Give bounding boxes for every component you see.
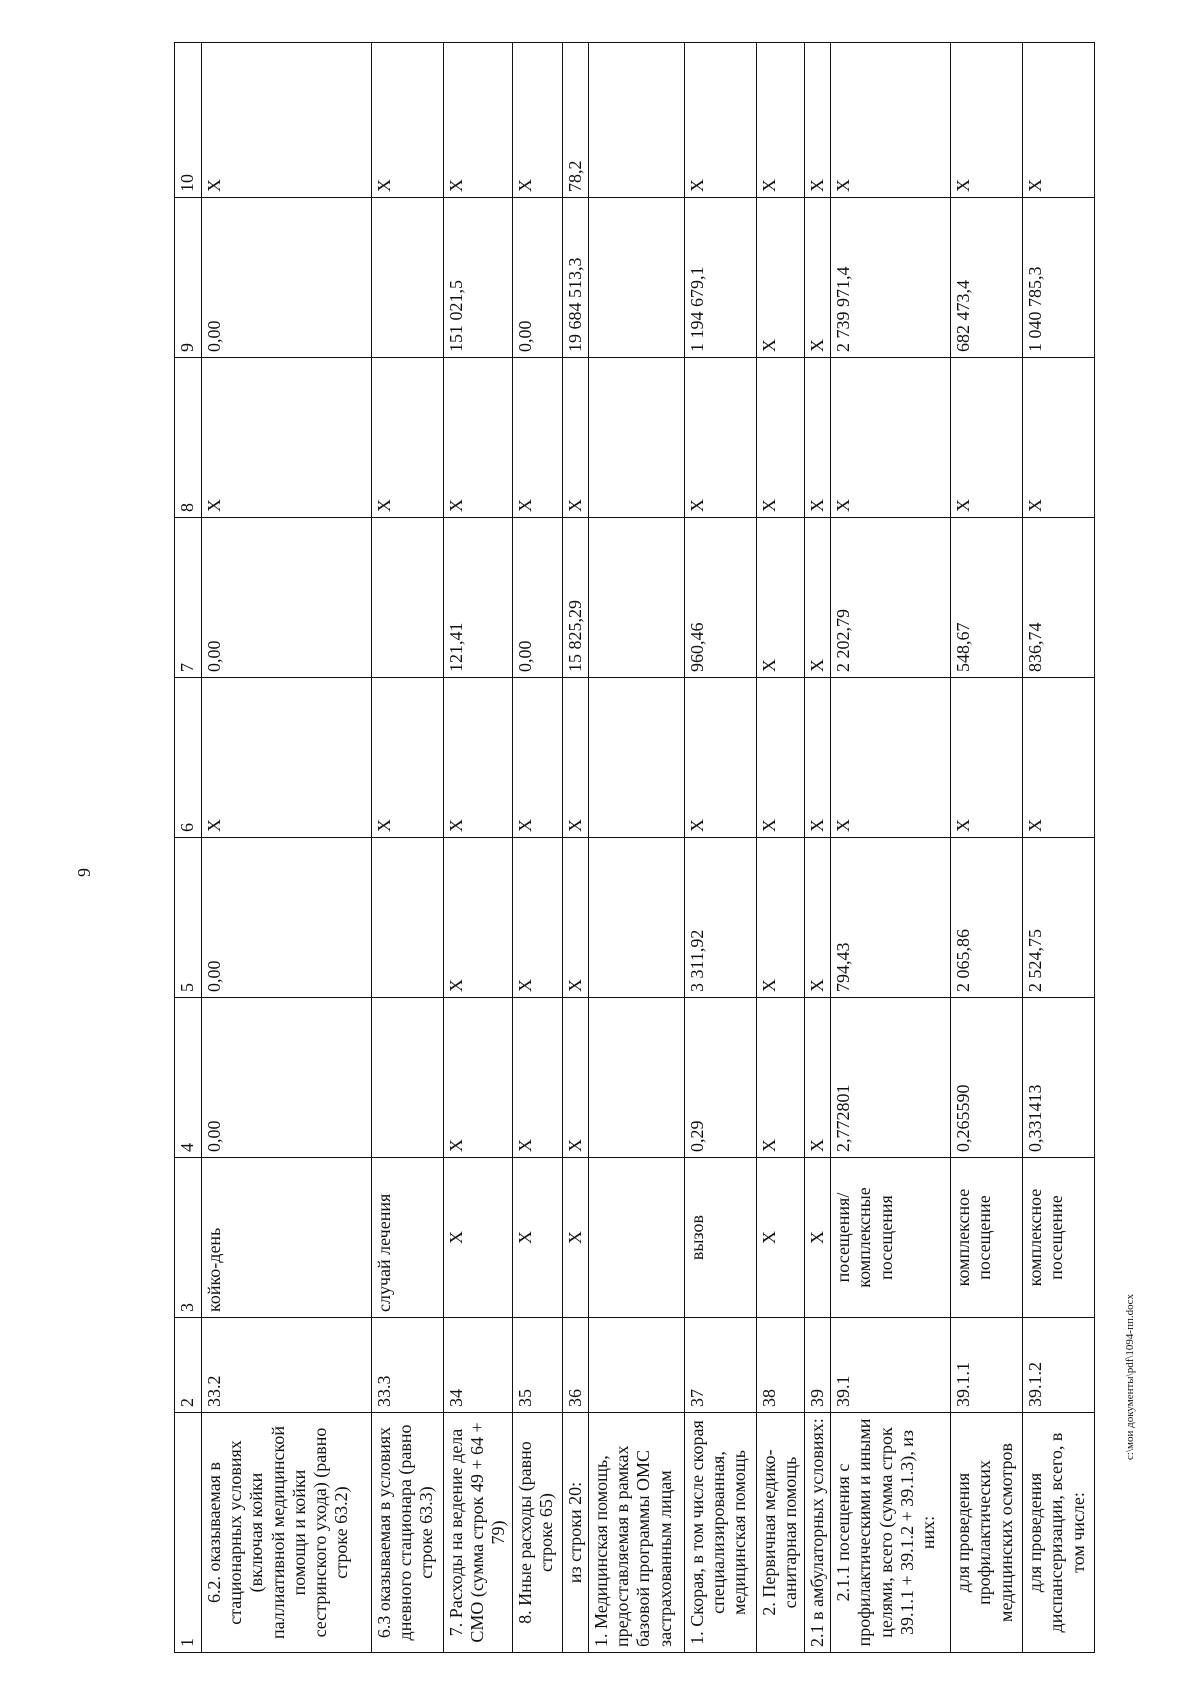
cell-col7 xyxy=(588,518,684,678)
cell-col4: X xyxy=(804,998,830,1158)
cell-col9 xyxy=(588,198,684,358)
row-code: 39 xyxy=(804,1318,830,1413)
cell-col4: 0,00 xyxy=(202,998,372,1158)
page-number: 9 xyxy=(74,868,94,877)
row-unit: X xyxy=(512,1158,562,1318)
table-row xyxy=(512,43,562,1653)
cell-col8: X xyxy=(831,358,951,518)
cell-col10: X xyxy=(684,43,756,198)
data-table xyxy=(174,42,1095,1653)
cell-col4: 0,29 xyxy=(684,998,756,1158)
cell-col9: 19 684 513,3 xyxy=(562,198,588,358)
row-unit xyxy=(588,1158,684,1318)
cell-col5: 2 065,86 xyxy=(951,838,1023,998)
table-row xyxy=(951,43,1023,1653)
cell-col9: X xyxy=(756,198,804,358)
cell-col10: 78,2 xyxy=(562,43,588,198)
cell-col9: 0,00 xyxy=(512,198,562,358)
table-row xyxy=(804,43,830,1653)
cell-col8: X xyxy=(1023,358,1095,518)
cell-col10: X xyxy=(202,43,372,198)
row-unit: случай лечения xyxy=(372,1158,444,1318)
cell-col4: X xyxy=(756,998,804,1158)
cell-col9 xyxy=(372,198,444,358)
cell-col7: 0,00 xyxy=(512,518,562,678)
header-cell-5: 5 xyxy=(175,838,202,998)
row-label: 2.1.1 посещения с профилактическими и иными целями, всего (сумма строк 39.1.1 + 39.1.2 + 39.1.3), из них: xyxy=(831,1413,951,1653)
table-row xyxy=(444,43,513,1653)
table-row xyxy=(756,43,804,1653)
cell-col6: X xyxy=(562,678,588,838)
cell-col6: X xyxy=(372,678,444,838)
row-label: для проведения профилактических медицинских осмотров xyxy=(951,1413,1023,1653)
cell-col7: 0,00 xyxy=(202,518,372,678)
cell-col9: 151 021,5 xyxy=(444,198,513,358)
table-row xyxy=(562,43,588,1653)
cell-col8 xyxy=(588,358,684,518)
row-code: 36 xyxy=(562,1318,588,1413)
cell-col5: X xyxy=(804,838,830,998)
header-cell-10: 10 xyxy=(175,43,202,198)
header-cell-8: 8 xyxy=(175,358,202,518)
row-label: 7. Расходы на ведение дела СМО (сумма строк 49 + 64 + 79) xyxy=(444,1413,513,1653)
cell-col4: 0,265590 xyxy=(951,998,1023,1158)
cell-col5 xyxy=(372,838,444,998)
row-unit: посещения/ комплексные посещения xyxy=(831,1158,951,1318)
row-label: из строки 20: xyxy=(562,1413,588,1653)
cell-col9: 1 040 785,3 xyxy=(1023,198,1095,358)
cell-col9: 2 739 971,4 xyxy=(831,198,951,358)
cell-col6: X xyxy=(951,678,1023,838)
row-code: 33.2 xyxy=(202,1318,372,1413)
cell-col8: X xyxy=(756,358,804,518)
cell-col6: X xyxy=(1023,678,1095,838)
cell-col8: X xyxy=(804,358,830,518)
row-label: для проведения диспансеризации, всего, в том числе: xyxy=(1023,1413,1095,1653)
cell-col5: X xyxy=(444,838,513,998)
cell-col10 xyxy=(588,43,684,198)
cell-col10: X xyxy=(512,43,562,198)
header-row xyxy=(175,43,202,1653)
cell-col6: X xyxy=(444,678,513,838)
table-row xyxy=(831,43,951,1653)
row-code: 39.1 xyxy=(831,1318,951,1413)
row-code: 39.1.1 xyxy=(951,1318,1023,1413)
header-cell-4: 4 xyxy=(175,998,202,1158)
row-code: 39.1.2 xyxy=(1023,1318,1095,1413)
row-code: 37 xyxy=(684,1318,756,1413)
cell-col10: X xyxy=(444,43,513,198)
rotated-table-wrapper xyxy=(174,43,1088,1653)
row-unit: X xyxy=(804,1158,830,1318)
cell-col7: 836,74 xyxy=(1023,518,1095,678)
cell-col5: 794,43 xyxy=(831,838,951,998)
cell-col7: 2 202,79 xyxy=(831,518,951,678)
row-unit: вызов xyxy=(684,1158,756,1318)
cell-col7: 548,67 xyxy=(951,518,1023,678)
cell-col5: X xyxy=(562,838,588,998)
header-cell-6: 6 xyxy=(175,678,202,838)
row-unit: койко-день xyxy=(202,1158,372,1318)
cell-col4: 0,331413 xyxy=(1023,998,1095,1158)
cell-col5: X xyxy=(756,838,804,998)
cell-col7: X xyxy=(756,518,804,678)
row-label: 1. Медицинская помощь, предоставляемая в рамках базовой программы ОМС застрахованным лицам xyxy=(588,1413,684,1653)
cell-col6: X xyxy=(831,678,951,838)
row-label: 8. Иные расходы (равно строке 65) xyxy=(512,1413,562,1653)
cell-col8: X xyxy=(562,358,588,518)
cell-col10: X xyxy=(372,43,444,198)
cell-col9: X xyxy=(804,198,830,358)
cell-col9: 682 473,4 xyxy=(951,198,1023,358)
cell-col4 xyxy=(372,998,444,1158)
cell-col6 xyxy=(588,678,684,838)
header-cell-2: 2 xyxy=(175,1318,202,1413)
cell-col10: X xyxy=(831,43,951,198)
row-code: 35 xyxy=(512,1318,562,1413)
cell-col4: X xyxy=(562,998,588,1158)
cell-col7: 121,41 xyxy=(444,518,513,678)
row-label: 2. Первичная медико-санитарная помощь xyxy=(756,1413,804,1653)
cell-col6: X xyxy=(202,678,372,838)
row-label: 1. Скорая, в том числе скорая специализированная, медицинская помощь xyxy=(684,1413,756,1653)
row-label: 2.1 в амбулаторных условиях: xyxy=(804,1413,830,1653)
row-unit: комплексное посещение xyxy=(1023,1158,1095,1318)
cell-col10: X xyxy=(756,43,804,198)
row-unit: X xyxy=(562,1158,588,1318)
table-row xyxy=(588,43,684,1653)
cell-col7 xyxy=(372,518,444,678)
table-row xyxy=(202,43,372,1653)
cell-col6: X xyxy=(756,678,804,838)
cell-col10: X xyxy=(804,43,830,198)
cell-col4: 2,772801 xyxy=(831,998,951,1158)
row-unit: комплексное посещение xyxy=(951,1158,1023,1318)
header-cell-1: 1 xyxy=(175,1413,202,1653)
row-code xyxy=(588,1318,684,1413)
cell-col10: X xyxy=(951,43,1023,198)
cell-col5: 0,00 xyxy=(202,838,372,998)
cell-col8: X xyxy=(372,358,444,518)
cell-col6: X xyxy=(684,678,756,838)
cell-col5: 3 311,92 xyxy=(684,838,756,998)
cell-col9: 1 194 679,1 xyxy=(684,198,756,358)
row-code: 38 xyxy=(756,1318,804,1413)
row-code: 33.3 xyxy=(372,1318,444,1413)
row-unit: X xyxy=(756,1158,804,1318)
cell-col4 xyxy=(588,998,684,1158)
cell-col8: X xyxy=(444,358,513,518)
table-row xyxy=(372,43,444,1653)
cell-col8: X xyxy=(951,358,1023,518)
cell-col6: X xyxy=(804,678,830,838)
cell-col7: 960,46 xyxy=(684,518,756,678)
table-row xyxy=(1023,43,1095,1653)
cell-col9: 0,00 xyxy=(202,198,372,358)
row-label: 6.3 оказываемая в условиях дневного стационара (равно строке 63.3) xyxy=(372,1413,444,1653)
header-cell-9: 9 xyxy=(175,198,202,358)
footer-file-path: c:\мои документы\pdf\1094-пп.docx xyxy=(1124,1293,1136,1460)
row-label: 6.2. оказываемая в стационарных условиях (включая койки паллиативной медицинской помощи и койки сестринского ухода) (равно строке 63.2) xyxy=(202,1413,372,1653)
cell-col4: X xyxy=(444,998,513,1158)
cell-col5 xyxy=(588,838,684,998)
row-code: 34 xyxy=(444,1318,513,1413)
cell-col4: X xyxy=(512,998,562,1158)
cell-col7: X xyxy=(804,518,830,678)
cell-col5: 2 524,75 xyxy=(1023,838,1095,998)
cell-col8: X xyxy=(512,358,562,518)
header-cell-3: 3 xyxy=(175,1158,202,1318)
cell-col8: X xyxy=(684,358,756,518)
table-row xyxy=(684,43,756,1653)
cell-col8: X xyxy=(202,358,372,518)
header-cell-7: 7 xyxy=(175,518,202,678)
cell-col5: X xyxy=(512,838,562,998)
row-unit: X xyxy=(444,1158,513,1318)
cell-col10: X xyxy=(1023,43,1095,198)
cell-col7: 15 825,29 xyxy=(562,518,588,678)
cell-col6: X xyxy=(512,678,562,838)
